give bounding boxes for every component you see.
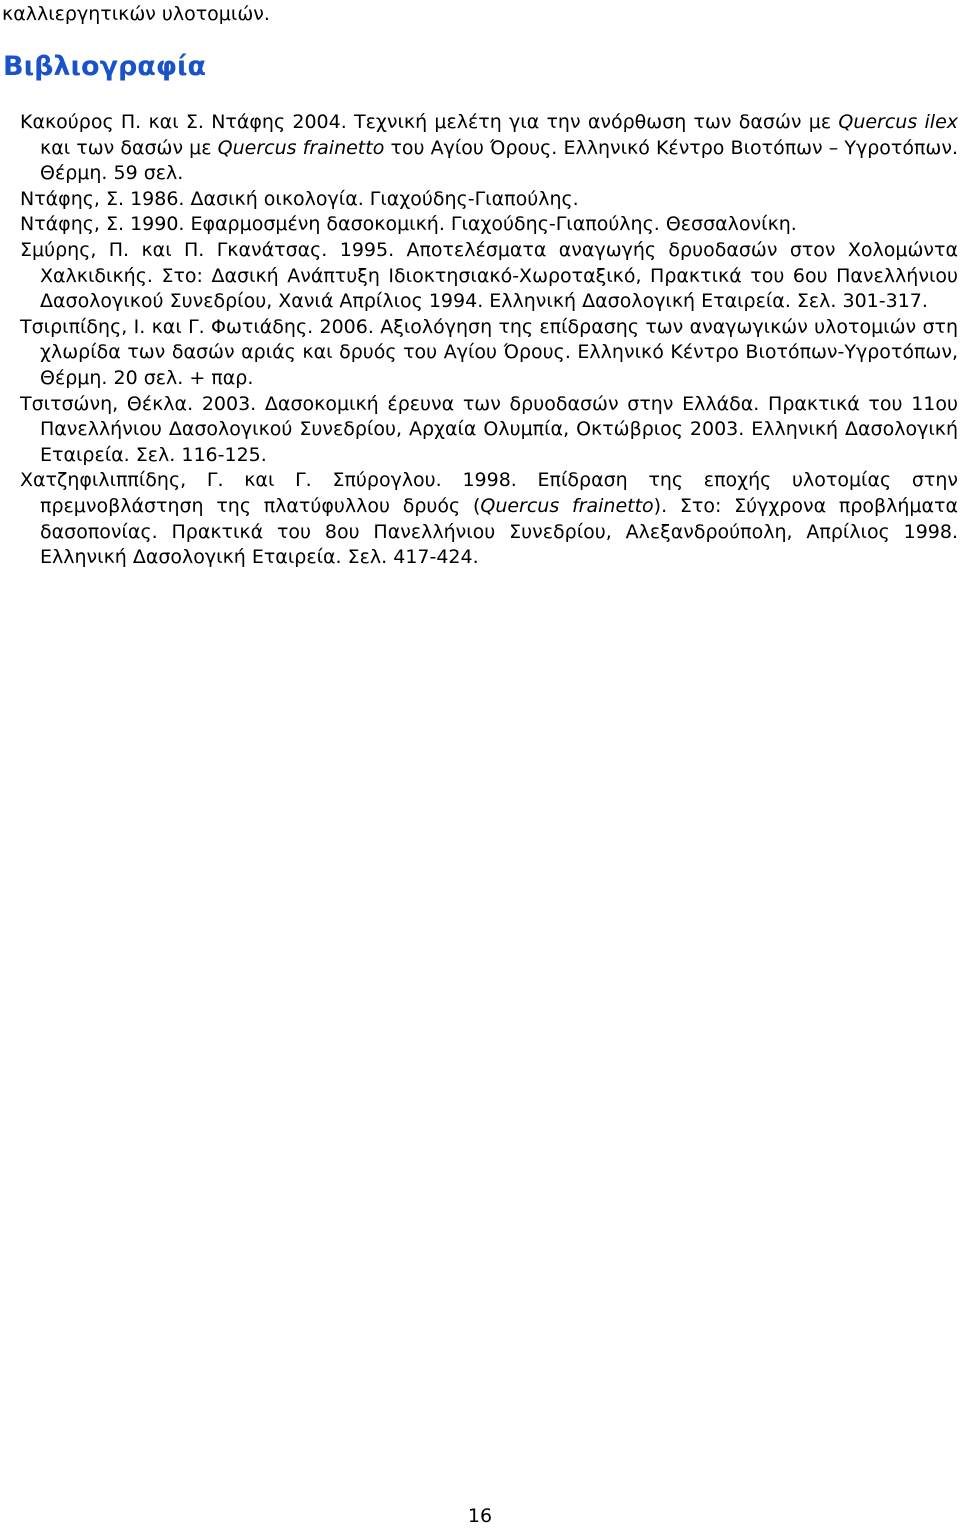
species-name: Quercus frainetto (217, 136, 385, 159)
entry-text: Κακούρος Π. και Σ. Ντάφης 2004. Τεχνική μελέτη για την ανόρθωση των δασών με (20, 111, 839, 133)
entry-text: και των δασών με (40, 136, 218, 159)
bibliography-entry-kakouros (20, 110, 958, 187)
entry-text: Χατζηφιλιππίδης, Γ. και Γ. Σπύρογλου. 1998. Επίδραση της εποχής υλοτομίας στην πρεμνοβλάστηση της πλατύφυλλου δρυός ( (20, 469, 958, 517)
bibliography-entry-smyris (20, 238, 958, 315)
species-name: Quercus ilex (838, 111, 958, 133)
bibliography-entry-tsitsoni (20, 392, 958, 469)
entry-text: Ντάφης, Σ. 1990. Εφαρμοσμένη δασοκομική. Γιαχούδης-Γιαπούλης. Θεσσαλονίκη. (20, 213, 797, 236)
bibliography-entry-tsiripidis (20, 315, 958, 392)
section-heading: Βιβλιογραφία (3, 51, 207, 82)
bibliography-list (20, 110, 958, 571)
entry-text: Τσιριπίδης, Ι. και Γ. Φωτιάδης. 2006. Αξιολόγηση της επίδρασης των αναγωγικών υλοτομιών στη χλωρίδα των δασών αριάς και δρυός του Αγίου Όρους. Ελληνικό Κέντρο Βιοτόπων-Υγροτόπων, Θέρμη. 20 σελ. + παρ. (20, 315, 958, 389)
entry-text: ). Στο: Σύγχρονα προβλήματα δασοπονίας. Πρακτικά του 8ου Πανελλήνιου Συνεδρίου, Αλεξανδρούπολη, Απρίλιος 1998. Ελληνική Δασολογική Εταιρεία. Σελ. 417-424. (40, 494, 958, 569)
page-number: 16 (467, 1505, 493, 1527)
bibliography-entry-chatzifilippidis (20, 468, 958, 570)
entry-text: Σμύρης, Π. και Π. Γκανάτσας. 1995. Αποτελέσματα αναγωγής δρυοδασών στον Χολομώντα Χαλκιδικής. Στο: Δασική Ανάπτυξη Ιδιοκτησιακό-Χωροταξικό, Πρακτικά του 6ου Πανελλήνιου Δασολογικού Συνεδρίου, Χανιά Απρίλιος 1994. Ελληνική Δασολογική Εταιρεία. Σελ. 301-317. (20, 238, 958, 313)
bibliography-entry-ntafis-1986 (20, 187, 958, 213)
bibliography-entry-ntafis-1990 (20, 212, 958, 238)
continued-text-line: καλλιεργητικών υλοτομιών. (2, 3, 270, 25)
entry-text: του Αγίου Όρους. Ελληνικό Κέντρο Βιοτόπων – Υγροτόπων. Θέρμη. 59 σελ. (40, 136, 958, 185)
species-name: Quercus frainetto (480, 494, 654, 517)
entry-text: Τσιτσώνη, Θέκλα. 2003. Δασοκομική έρευνα των δρυοδασών στην Ελλάδα. Πρακτικά του 11ου Πανελλήνιου Δασολογικού Συνεδρίου, Αρχαία Ολυμπία, Οκτώβριος 2003. Ελληνική Δασολογική Εταιρεία. Σελ. 116-125. (20, 392, 958, 466)
entry-text: Ντάφης, Σ. 1986. Δασική οικολογία. Γιαχούδης-Γιαπούλης. (20, 187, 579, 210)
